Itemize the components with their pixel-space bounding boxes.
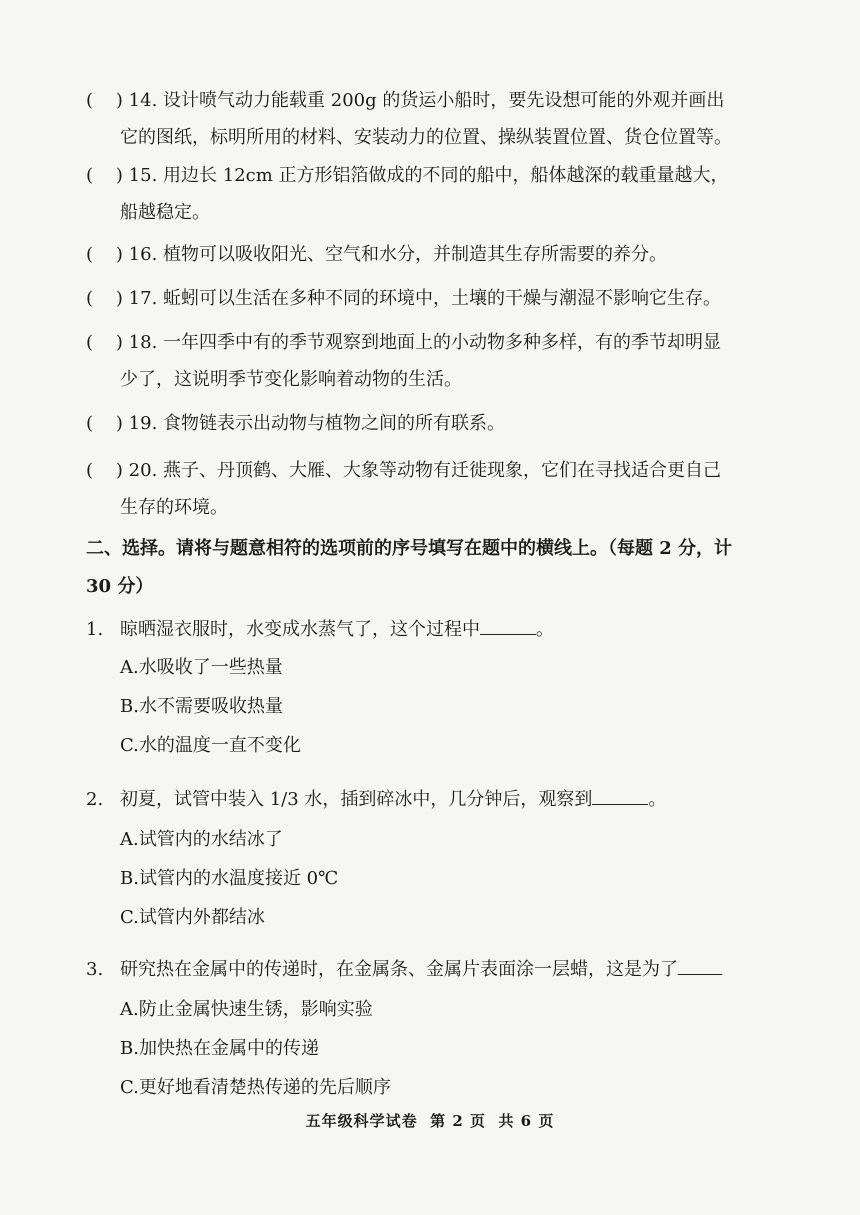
tf-text-line1: 植物可以吸收阳光、空气和水分，并制造其生存所需要的养分。 xyxy=(163,244,668,265)
tf-number: 16. xyxy=(128,244,158,265)
option-3a: A.防止金属快速生锈，影响实验 xyxy=(120,999,373,1020)
tf-item-18 xyxy=(86,324,786,398)
option-2c: C.试管内外都结冰 xyxy=(120,907,265,928)
tf-item-20 xyxy=(86,452,786,526)
page-footer: 五年级科学试卷 第 2 页 共 6 页 xyxy=(305,1112,555,1130)
section-heading-choice xyxy=(86,530,786,606)
tf-number: 17. xyxy=(128,288,158,309)
tf-item-14 xyxy=(86,82,786,156)
answer-blank[interactable] xyxy=(592,786,648,805)
tf-item-15 xyxy=(86,157,786,231)
option-1b: B.水不需要吸收热量 xyxy=(120,696,283,717)
question-1 xyxy=(86,615,786,645)
tf-paren: ( ) xyxy=(86,413,123,434)
tf-paren: ( ) xyxy=(86,90,123,111)
question-end: 。 xyxy=(536,619,554,640)
section-heading-line2: 30 分） xyxy=(86,576,154,597)
question-number: 2. xyxy=(86,789,104,810)
tf-number: 15. xyxy=(128,165,158,186)
tf-paren: ( ) xyxy=(86,460,123,481)
tf-text-line1: 食物链表示出动物与植物之间的所有联系。 xyxy=(163,413,506,434)
question-3 xyxy=(86,955,846,985)
section-heading-line1: 二、选择。请将与题意相符的选项前的序号填写在题中的横线上。（每题 2 分，计 xyxy=(86,538,733,559)
tf-text-line2: 它的图纸，标明所用的材料、安装动力的位置、操纵装置位置、货仓位置等。 xyxy=(120,127,732,148)
answer-blank[interactable] xyxy=(480,616,536,635)
question-end: 。 xyxy=(648,789,667,810)
question-stem: 晾晒湿衣服时，水变成水蒸气了，这个过程中 xyxy=(120,619,480,640)
tf-paren: ( ) xyxy=(86,165,123,186)
option-1a: A.水吸收了一些热量 xyxy=(120,657,283,678)
tf-text-line1: 用边长 12cm 正方形铝箔做成的不同的船中，船体越深的载重量越大， xyxy=(163,165,729,186)
question-stem: 初夏，试管中装入 1/3 水，插到碎冰中，几分钟后，观察到 xyxy=(120,789,593,810)
tf-paren: ( ) xyxy=(86,288,123,309)
tf-text-line1: 设计喷气动力能载重 200g 的货运小船时，要先设想可能的外观并画出 xyxy=(163,90,725,111)
tf-text-line1: 蚯蚓可以生活在多种不同的环境中，土壤的干燥与潮湿不影响它生存。 xyxy=(163,288,722,309)
tf-text-line2: 少了，这说明季节变化影响着动物的生活。 xyxy=(120,369,462,390)
tf-number: 14. xyxy=(128,90,158,111)
question-stem: 研究热在金属中的传递时，在金属条、金属片表面涂一层蜡，这是为了 xyxy=(120,959,678,980)
tf-paren: ( ) xyxy=(86,332,123,353)
question-number: 1. xyxy=(86,619,104,640)
tf-item-17 xyxy=(86,280,786,317)
tf-paren: ( ) xyxy=(86,244,123,265)
tf-text-line2: 生存的环境。 xyxy=(120,497,228,518)
answer-blank[interactable] xyxy=(678,956,722,975)
question-number: 3. xyxy=(86,959,104,980)
tf-number: 19. xyxy=(128,413,158,434)
option-3c: C.更好地看清楚热传递的先后顺序 xyxy=(120,1077,391,1098)
tf-item-19 xyxy=(86,405,786,442)
option-1c: C.水的温度一直不变化 xyxy=(120,735,301,756)
tf-text-line2: 船越稳定。 xyxy=(120,202,210,223)
option-3b: B.加快热在金属中的传递 xyxy=(120,1038,319,1059)
option-2b: B.试管内的水温度接近 0℃ xyxy=(120,868,339,889)
tf-number: 20. xyxy=(128,460,158,481)
question-2 xyxy=(86,785,786,815)
tf-text-line1: 一年四季中有的季节观察到地面上的小动物多种多样，有的季节却明显 xyxy=(163,332,722,353)
tf-number: 18. xyxy=(128,332,158,353)
tf-item-16 xyxy=(86,236,786,273)
tf-text-line1: 燕子、丹顶鹤、大雁、大象等动物有迁徙现象，它们在寻找适合更自己 xyxy=(163,460,722,481)
option-2a: A.试管内的水结冰了 xyxy=(120,829,283,850)
